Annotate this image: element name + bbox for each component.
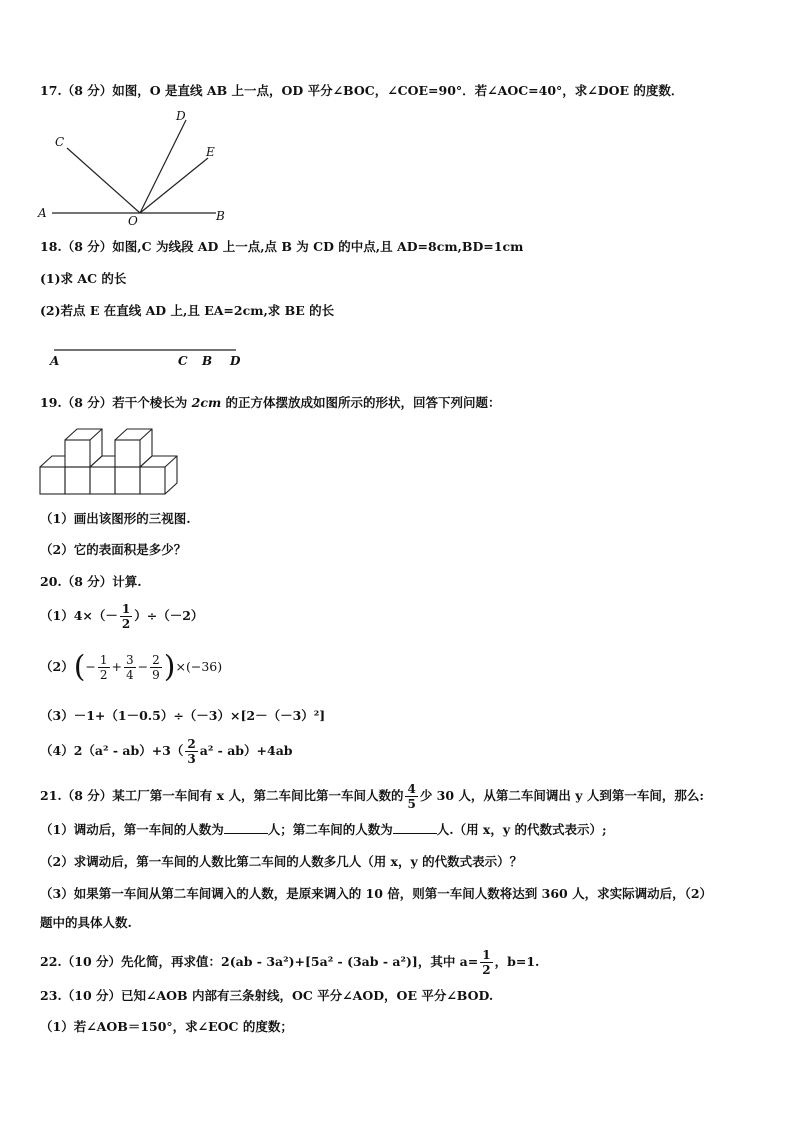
q18-label-a: A: [50, 354, 60, 368]
q18-sub2: (2)若点 E 在直线 AD 上,且 EA=2cm,求 BE 的长: [40, 303, 335, 318]
q17-label-o: O: [128, 214, 138, 226]
q21-sub3a: （3）如果第一车间从第二车间调入的人数，是原来调入的 10 倍，则第一车间人数将达到 360 人，求实际调动后，（2）: [40, 886, 713, 901]
q20-part1: （1）4×（－ $\frac{1}{2}$ ）÷（－2）: [40, 602, 204, 631]
q17-label-b: B: [216, 209, 225, 223]
q21-sub2: （2）求调动后，第一车间的人数比第二车间的人数多几人（用 x，y 的代数式表示）？: [40, 854, 523, 869]
q21-sub3b: 题中的具体人数.: [40, 915, 132, 930]
q20-part1-fraction: $\frac{1}{2}$: [121, 602, 131, 631]
q20-part4: （4）2（a² - ab）+3（ $\frac{2}{3}$ a² - ab）+4ab: [40, 737, 293, 766]
q22-text: 22.（10 分）先化简，再求值：2(ab - 3a²)+[5a² - (3ab - a²)]，其中 a= $\frac{1}{2}$ ，b=1.: [40, 948, 540, 977]
q18-label-c: C: [178, 354, 188, 368]
q19-text: 19.（8 分）若干个棱长为 2cm 的正方体摆放成如图所示的形状，回答下列问题：: [40, 395, 501, 410]
q21-blank-1[interactable]: [224, 821, 268, 834]
q20-part2: （2）(− $\frac{1}{2}$ + $\frac{3}{4}$ − $\frac{2}{9}$ )×(−36): [40, 649, 223, 685]
q21-sub1: （1）调动后，第一车间的人数为 人；第二车间的人数为 人.（用 x，y 的代数式表示）;: [40, 822, 607, 837]
q17-label-e: E: [206, 145, 215, 159]
q18-label-b: B: [202, 354, 213, 368]
q17-label-d: D: [176, 109, 186, 123]
q19-sub1: （1）画出该图形的三视图.: [40, 511, 191, 526]
q18-label-d: D: [230, 354, 241, 368]
q18-sub1: (1)求 AC 的长: [40, 271, 127, 286]
q17-figure: [34, 106, 234, 226]
q17-label-c: C: [55, 135, 65, 149]
q20-part3: （3）－1+（1－0.5）÷（－3）×[2－（－3）²]: [40, 708, 326, 723]
q19-cube-figure: [38, 427, 184, 499]
q17-label-a: A: [38, 206, 47, 220]
q23-sub1: （1）若∠AOB＝150°，求∠EOC 的度数；: [40, 1019, 293, 1034]
q18-figure: [40, 340, 250, 370]
q18-text: 18.（8 分）如图,C 为线段 AD 上一点,点 B 为 CD 的中点,且 AD=8cm,BD=1cm: [40, 239, 524, 254]
q19-sub2: （2）它的表面积是多少？: [40, 542, 187, 557]
q23-text: 23.（10 分）已知∠AOB 内部有三条射线，OC 平分∠AOD，OE 平分∠BOD.: [40, 988, 494, 1003]
q21-blank-2[interactable]: [393, 821, 437, 834]
q20-title: 20.（8 分）计算.: [40, 574, 142, 589]
q17-text: 17.（8 分）如图，O 是直线 AB 上一点，OD 平分∠BOC，∠COE=90°．若∠AOC=40°，求∠DOE 的度数．: [40, 83, 684, 98]
q21-text: 21.（8 分）某工厂第一车间有 x 人，第二车间比第一车间人数的 $\frac{4}{5}$ 少 30 人，从第二车间调出 y 人到第一车间，那么:: [40, 782, 705, 811]
